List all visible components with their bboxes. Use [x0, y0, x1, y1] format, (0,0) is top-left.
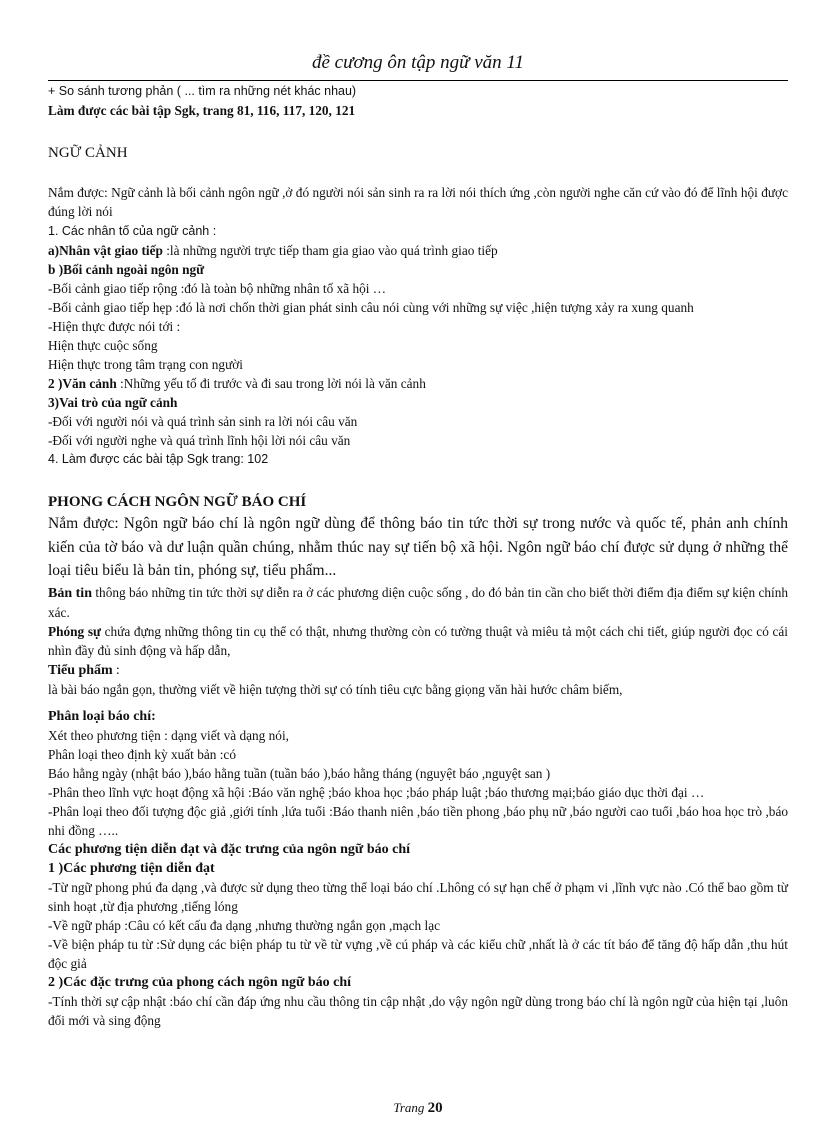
section-heading-bao-chi: PHONG CÁCH NGÔN NGỮ BÁO CHÍ	[48, 494, 307, 510]
phuong-tien-heading: 1 )Các phương tiện diễn đạt	[48, 860, 215, 876]
ngu-canh-b5: Hiện thực trong tâm trạng con người	[48, 357, 243, 372]
phan-loai-5: -Phân loại theo đối tượng độc giả ,giới tính ,lứa tuổi :Báo thanh niên ,báo tiền phong ,báo phụ nữ ,báo người cao tuổi ,báo hoa học trò ,báo nhi đồng …..	[48, 803, 788, 838]
ngu-canh-s1-text: 1. Các nhân tố của ngữ cảnh :	[48, 224, 217, 238]
ngu-canh-s2	[48, 374, 788, 393]
ngu-canh-s4: 4. Làm được các bài tập Sgk trang: 102	[48, 452, 269, 466]
page-label: Trang	[393, 1100, 425, 1115]
ngu-canh-a-text: :là những người trực tiếp tham gia giao vào quá trình giao tiếp	[162, 243, 498, 258]
header-rule	[48, 80, 788, 81]
ngu-canh-s3-label: 3)Vai trò của ngữ cảnh	[48, 395, 178, 410]
tieu-pham	[48, 660, 788, 680]
ngu-canh-s1	[48, 221, 788, 241]
phuong-tien-3: -Về biện pháp tu từ :Sử dụng các biện pháp tu từ về từ vựng ,về cú pháp và các kiểu chữ ,nhất là ở các tít báo để tăng độ hấp dẫn ,thu hút độc giả	[48, 936, 788, 971]
dac-trung-heading: Các phương tiện diễn đạt và đặc trưng của ngôn ngữ báo chí	[48, 841, 411, 857]
phong-su	[48, 622, 788, 660]
bao-chi-definition: Nắm được: Ngôn ngữ báo chí là ngôn ngữ dùng để thông báo tin tức thời sự trong nước và quốc tế, phản anh chính kiến của tờ báo và dư luận quần chúng, nhằm thúc nay sự tiến bộ xã hội. Ngôn ngữ báo chí được sử dụng ở những thể loại tiêu biểu là bản tin, phóng sự, tiểu phẩm...	[48, 515, 788, 579]
phan-loai-label: Phân loại báo chí:	[48, 708, 156, 724]
ngu-canh-definition: Nắm được: Ngữ cảnh là bối cảnh ngôn ngữ ,ở đó người nói sản sinh ra ra lời nói thích ứng ,còn người nghe căn cứ vào đó để lĩnh hội được đúng lời nói	[48, 185, 788, 219]
ngu-canh-b-label: b )Bối cảnh ngoài ngôn ngữ	[48, 262, 205, 277]
section-heading-ngu-canh: NGỮ CẢNH	[48, 145, 128, 161]
tieu-pham-colon: :	[112, 661, 120, 677]
ngu-canh-b2: -Bối cảnh giao tiếp hẹp :đó là nơi chốn thời gian phát sinh câu nói cùng với những sự việc ,hiện tượng xảy ra xung quanh	[48, 300, 694, 315]
phan-loai-2: Phân loại theo định kỳ xuất bản :có	[48, 746, 236, 762]
phong-su-label: Phóng sự	[48, 623, 101, 639]
phan-loai-1: Xét theo phương tiện : dạng viết và dạng nói,	[48, 727, 289, 743]
compare-note: + So sánh tương phản ( ... tìm ra những nét khác nhau)	[48, 84, 357, 98]
ngu-canh-b4: Hiện thực cuộc sống	[48, 338, 158, 353]
phong-su-text: chứa đựng những thông tin cụ thể có thật, nhưng thường còn có tường thuật và miêu tả một cách chi tiết, giúp người đọc có cái nhìn đầy đủ sinh động và hấp dẫn,	[48, 623, 788, 658]
dac-trung-sub-heading: 2 )Các đặc trưng của phong cách ngôn ngữ báo chí	[48, 974, 352, 990]
page-header-title: đề cương ôn tập ngữ văn 11	[311, 52, 525, 73]
phan-loai-3: Báo hằng ngày (nhật báo ),báo hằng tuần (tuần báo ),báo hằng tháng (nguyệt báo ,nguyệt san )	[48, 765, 551, 781]
dac-trung-1: -Tính thời sự cập nhật :báo chí cần đáp ứng nhu cầu thông tin cập nhật ,do vậy ngôn ngữ dùng trong báo chí là ngôn ngữ của hiện tại ,luôn đổi mới và sing động	[48, 993, 788, 1028]
ngu-canh-b3: -Hiện thực được nói tới :	[48, 319, 181, 334]
ngu-canh-a-label: a)Nhân vật giao tiếp	[48, 243, 163, 258]
ngu-canh-s2-text: :Những yếu tố đi trước và đi sau trong lời nói là văn cảnh	[116, 376, 426, 391]
ngu-canh-s2-label: 2 )Văn cảnh	[48, 376, 117, 391]
ngu-canh-a	[48, 241, 788, 260]
phuong-tien-2: -Về ngữ pháp :Câu có kết cấu đa dạng ,nhưng thường ngắn gọn ,mạch lạc	[48, 917, 440, 933]
phuong-tien-1: -Từ ngữ phong phú đa dạng ,và được sử dụng theo từng thể loại báo chí .Lhông có sự hạn chế ở phạm vi ,lĩnh vực nào .Có thể bao gồm từ sinh hoạt ,từ địa phương ,tiếng lóng	[48, 879, 788, 914]
document-body	[48, 82, 788, 1030]
ngu-canh-b1: -Bối cảnh giao tiếp rộng :đó là toàn bộ những nhân tố xã hội …	[48, 281, 387, 296]
ban-tin-text: thông báo những tin tức thời sự diễn ra ở các phương diện cuộc sống , do đó bản tin cần cho biết thời điểm địa điểm sự kiện chính xác.	[48, 584, 788, 620]
ngu-canh-r2: -Đối với người nghe và quá trình lĩnh hội lời nói câu văn	[48, 433, 351, 448]
ngu-canh-r1: -Đối với người nói và quá trình sản sinh ra lời nói câu văn	[48, 414, 358, 429]
exercises-note: Làm được các bài tập Sgk, trang 81, 116, 117, 120, 121	[48, 103, 356, 118]
ban-tin	[48, 583, 788, 622]
tieu-pham-text: là bài báo ngắn gọn, thường viết về hiện tượng thời sự có tính tiêu cực bằng giọng văn hài hước châm biếm,	[48, 681, 623, 697]
page-number: 20	[427, 1100, 443, 1116]
ban-tin-label: Bản tin	[48, 585, 92, 601]
tieu-pham-label: Tiểu phẩm	[48, 662, 113, 678]
page-footer	[48, 1100, 788, 1117]
phan-loai-4: -Phân theo lĩnh vực hoạt động xã hội :Báo văn nghệ ;báo khoa học ;báo pháp luật ;báo thương mại;báo giáo dục thời đại …	[48, 784, 705, 800]
